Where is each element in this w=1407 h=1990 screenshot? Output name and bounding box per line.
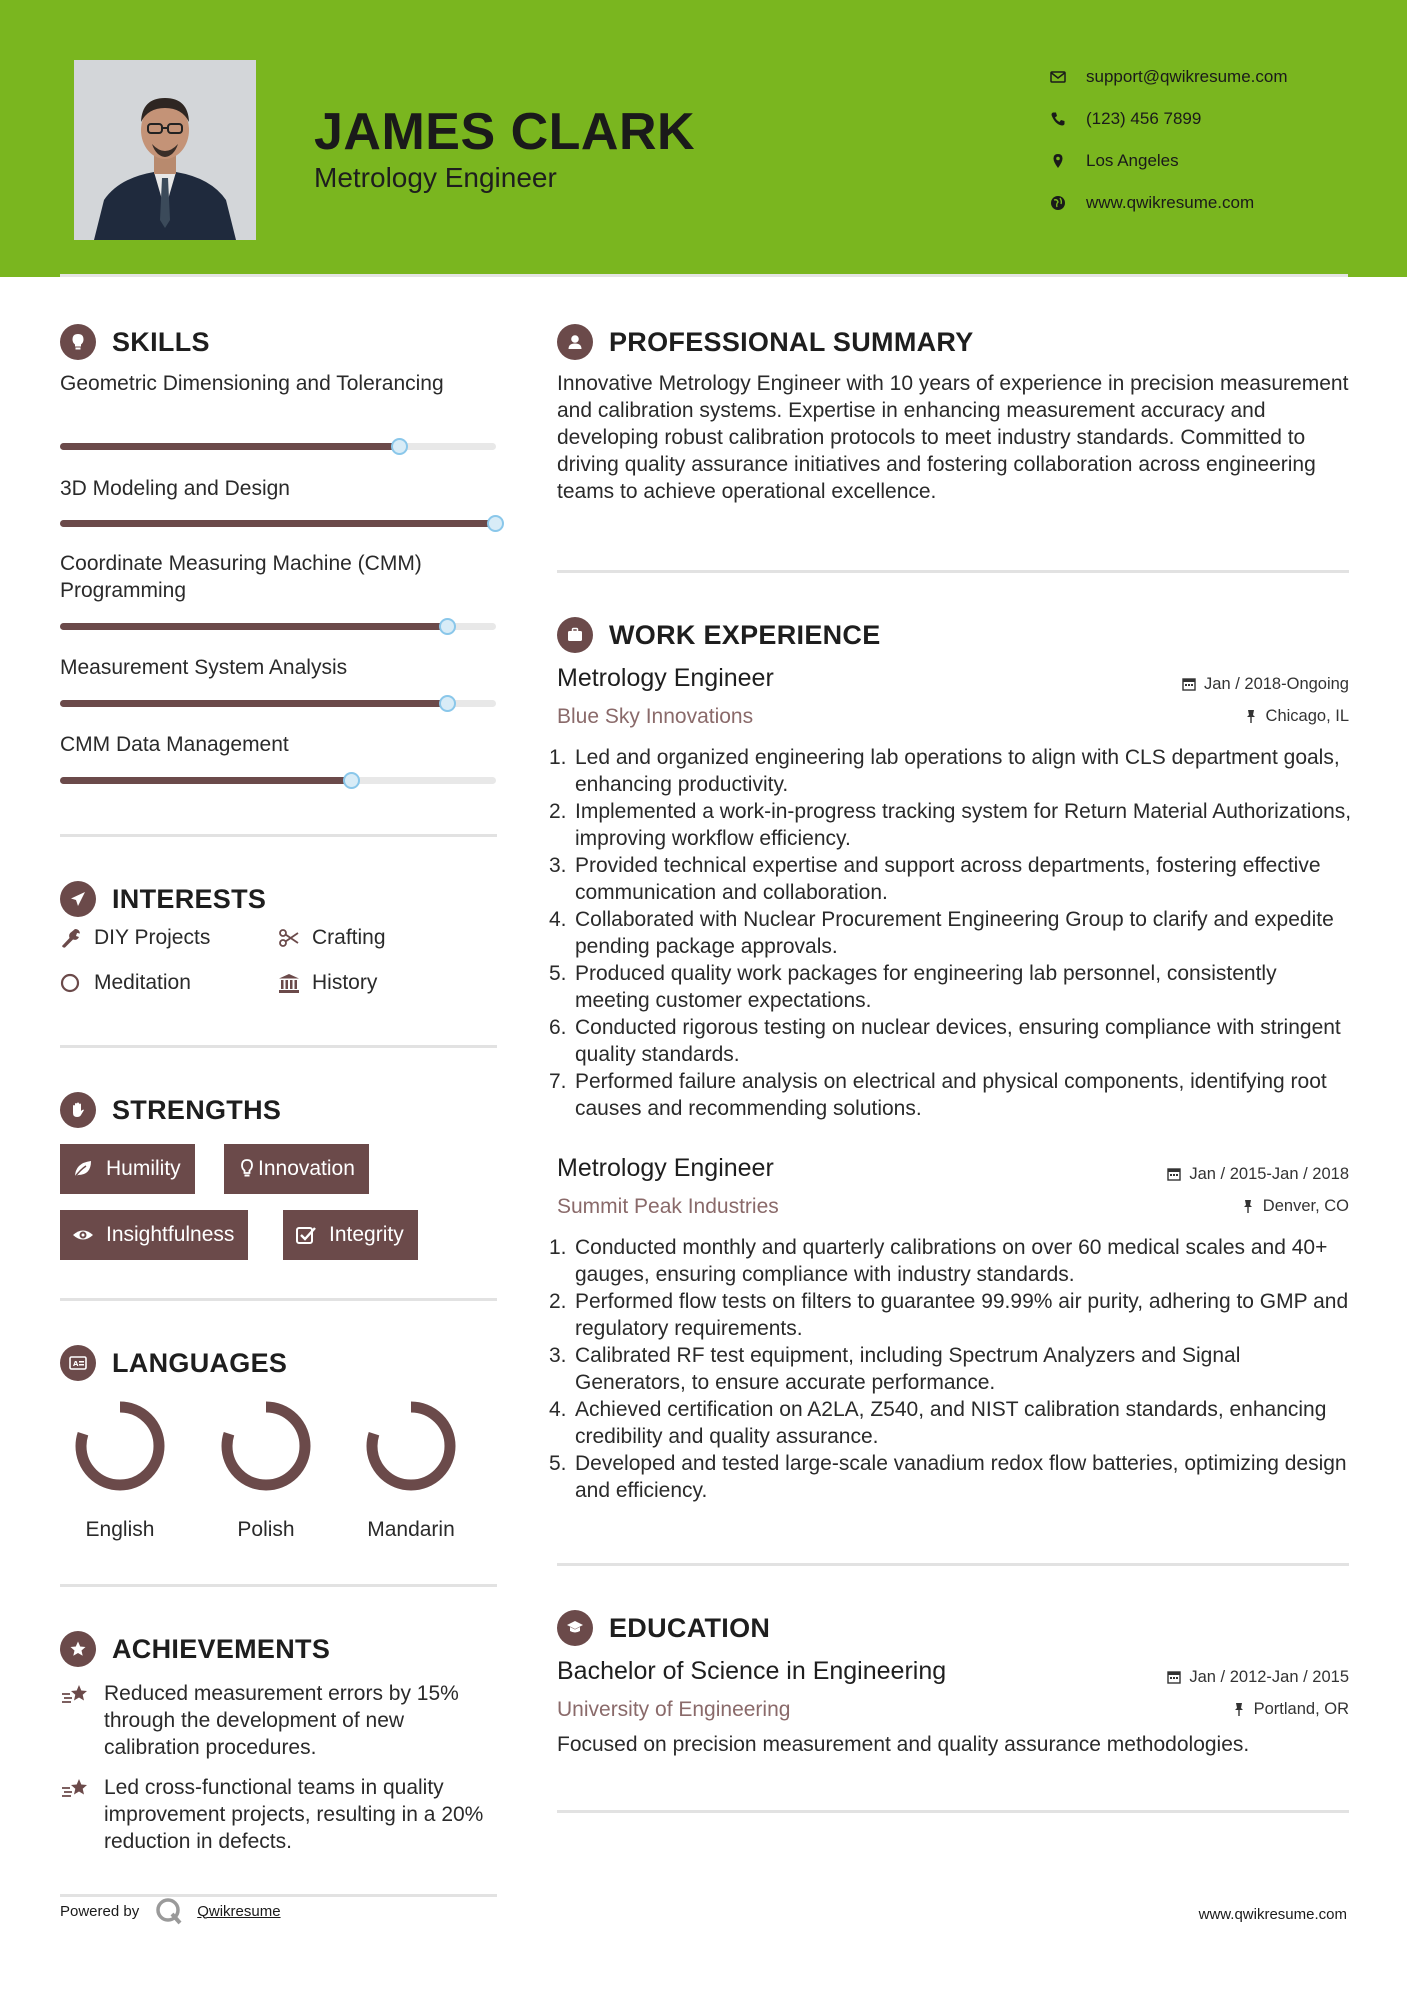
education-title: EDUCATION (609, 1612, 771, 1643)
language-ring (365, 1400, 457, 1492)
skill-knob (439, 695, 456, 712)
achievement-item (60, 1774, 500, 1855)
section-divider (557, 1563, 1349, 1566)
achievement-text: Led cross-functional teams in quality improvement projects, resulting in a 20% reduction in defects. (104, 1776, 484, 1853)
section-divider (60, 834, 497, 837)
achievements-title: ACHIEVEMENTS (112, 1633, 331, 1664)
skills-heading (60, 324, 210, 360)
contact-phone[interactable] (1050, 98, 1288, 140)
skill-item (60, 475, 496, 502)
briefcase-icon (557, 617, 593, 653)
skill-item (60, 654, 496, 681)
footer-url[interactable]: www.qwikresume.com (1198, 1906, 1347, 1923)
interest-item (60, 926, 210, 950)
job-bullets (549, 744, 1357, 1122)
skill-bar (60, 777, 496, 784)
skill-knob (343, 772, 360, 789)
strength-badge (283, 1210, 418, 1260)
job-dates: Jan / 2015-Jan / 2018 (1189, 1164, 1349, 1183)
interest-item (278, 926, 386, 950)
education-heading (557, 1610, 770, 1646)
skill-fill (60, 443, 400, 450)
paper-plane-icon (60, 881, 96, 917)
job-bullet: 2. Implemented a work-in-progress tracking system for Return Material Authorizations, improving workflow efficiency. (549, 800, 1352, 850)
job-bullet: 3. Provided technical expertise and support across departments, fostering effective communication and collaboration. (549, 854, 1321, 904)
strength-badge (224, 1144, 369, 1194)
shooting-star-icon (60, 1774, 104, 1855)
interests-heading (60, 881, 266, 917)
candidate-title: Metrology Engineer (314, 162, 557, 193)
strength-label: Humility (106, 1157, 181, 1180)
language-item (60, 1400, 180, 1542)
job-dates: Jan / 2018-Ongoing (1204, 674, 1349, 693)
job-location: Denver, CO (1262, 1196, 1349, 1215)
qwikresume-logo-icon (155, 1897, 183, 1925)
interest-label: Meditation (94, 971, 191, 994)
education-school: University of Engineering (557, 1698, 791, 1721)
strength-label: Insightfulness (106, 1223, 235, 1246)
skill-fill (60, 623, 448, 630)
language-ring (220, 1400, 312, 1492)
job-bullet: 6. Conducted rigorous testing on nuclear devices, ensuring compliance with stringent quality standards. (549, 1016, 1341, 1066)
skill-name: CMM Data Management (60, 733, 289, 756)
pushpin-icon (1232, 1702, 1246, 1716)
language-item (351, 1400, 471, 1542)
phone-icon (1050, 111, 1086, 127)
job-bullet: 5. Developed and tested large-scale vanadium redox flow batteries, optimizing design and efficiency. (549, 1452, 1347, 1502)
hand-icon (60, 1092, 96, 1128)
skill-item (60, 550, 496, 604)
job-company: Summit Peak Industries (557, 1195, 779, 1218)
interests-title: INTERESTS (112, 883, 267, 914)
strengths-heading (60, 1092, 281, 1128)
contact-location-text: Los Angeles (1086, 151, 1179, 170)
interest-label: Crafting (312, 926, 386, 949)
education-dates: Jan / 2012-Jan / 2015 (1189, 1667, 1349, 1686)
education-degree: Bachelor of Science in Engineering (557, 1657, 947, 1685)
job-role: Metrology Engineer (557, 1154, 774, 1182)
achievements-heading (60, 1631, 330, 1667)
star-badge-icon (60, 1631, 96, 1667)
map-pin-icon (1050, 153, 1086, 169)
eye-icon (72, 1224, 106, 1246)
achievement-item (60, 1680, 500, 1761)
globe-icon (1050, 195, 1086, 211)
job-company: Blue Sky Innovations (557, 705, 754, 728)
section-divider (60, 1584, 497, 1587)
bank-icon (278, 972, 312, 994)
skill-bar (60, 700, 496, 707)
skill-name: Geometric Dimensioning and Tolerancing (60, 372, 444, 395)
job-bullet: 5. Produced quality work packages for engineering lab personnel, consistently meeting customer expectations. (549, 962, 1277, 1012)
job-bullet: 4. Achieved certification on A2LA, Z540, and NIST calibration standards, enhancing credibility and quality assurance. (549, 1398, 1327, 1448)
job-bullet: 1. Conducted monthly and quarterly calibrations on over 60 medical scales and 40+ gauges, ensuring compliance with industry standards. (549, 1236, 1328, 1286)
section-divider (557, 570, 1349, 573)
contact-email[interactable] (1050, 56, 1288, 98)
interest-item (278, 971, 377, 995)
education-meta (1167, 1661, 1349, 1725)
job-entry (549, 1154, 1349, 1514)
shooting-star-icon (60, 1680, 104, 1761)
language-icon (60, 1345, 96, 1381)
leaf-icon (72, 1158, 106, 1180)
pushpin-icon (1244, 709, 1258, 723)
contact-website-text: www.qwikresume.com (1086, 193, 1255, 212)
skill-fill (60, 777, 352, 784)
powered-by-text: Powered by (60, 1902, 140, 1920)
svg-text:A: A (73, 1360, 79, 1368)
skill-fill (60, 700, 448, 707)
contact-website[interactable] (1050, 182, 1288, 224)
strength-label: Integrity (329, 1223, 404, 1246)
lightbulb-icon (236, 1158, 258, 1180)
contact-list (1050, 56, 1288, 224)
skill-bar (60, 443, 496, 450)
job-bullet: 1. Led and organized engineering lab operations to align with CLS department goals, enhancing productivity. (549, 746, 1340, 796)
skill-knob (391, 438, 408, 455)
experience-heading (557, 617, 881, 653)
education-text: Focused on precision measurement and quality assurance methodologies. (557, 1733, 1250, 1756)
contact-email-text: support@qwikresume.com (1086, 67, 1288, 86)
summary-text: Innovative Metrology Engineer with 10 years of experience in precision measurement and calibration systems. Expertise in enhancing measurement accuracy and developing robust calibration protocols to meet industry standards. Committed to driving quality assurance initiatives and fostering collaboration across engineering teams to achieve operational excellence. (557, 372, 1349, 503)
qwikresume-link[interactable]: Qwikresume (197, 1902, 281, 1920)
languages-title: LANGUAGES (112, 1347, 288, 1378)
footer-powered-by (60, 1897, 281, 1925)
job-location: Chicago, IL (1265, 706, 1349, 725)
skill-knob (439, 618, 456, 635)
skill-knob (487, 515, 504, 532)
contact-phone-text: (123) 456 7899 (1086, 109, 1202, 128)
lightbulb-icon (60, 324, 96, 360)
skill-name: Coordinate Measuring Machine (CMM) Programming (60, 552, 422, 602)
strength-label: Innovation (258, 1157, 355, 1180)
job-bullet: 4. Collaborated with Nuclear Procurement Engineering Group to clarify and expedite pending package approvals. (549, 908, 1334, 958)
skill-item (60, 370, 496, 397)
contact-location (1050, 140, 1288, 182)
strength-badge (60, 1144, 195, 1194)
section-divider (557, 1810, 1349, 1813)
skill-name: 3D Modeling and Design (60, 477, 290, 500)
summary-heading (557, 324, 974, 360)
job-bullet: 7. Performed failure analysis on electrical and physical components, identifying root causes and recommending solutions. (549, 1070, 1327, 1120)
skill-bar (60, 623, 496, 630)
calendar-icon (1182, 677, 1196, 691)
skill-item (60, 731, 496, 758)
calendar-icon (1167, 1670, 1181, 1684)
language-name: Mandarin (367, 1518, 455, 1541)
education-location: Portland, OR (1253, 1699, 1349, 1718)
language-name: English (85, 1518, 155, 1541)
language-name: Polish (237, 1518, 295, 1541)
skill-name: Measurement System Analysis (60, 656, 348, 679)
experience-title: WORK EXPERIENCE (609, 619, 881, 650)
summary-title: PROFESSIONAL SUMMARY (609, 326, 974, 357)
job-meta (1167, 1158, 1349, 1222)
skill-fill (60, 520, 496, 527)
skills-title: SKILLS (112, 326, 210, 357)
languages-heading (60, 1345, 287, 1381)
strengths-title: STRENGTHS (112, 1094, 282, 1125)
strength-badge (60, 1210, 248, 1260)
job-bullet: 3. Calibrated RF test equipment, including Spectrum Analyzers and Signal Generators, to ensure accurate performance. (549, 1344, 1241, 1394)
job-bullet: 2. Performed flow tests on filters to guarantee 99.99% air purity, adhering to GMP and regulatory requirements. (549, 1290, 1349, 1340)
candidate-name: JAMES CLARK (314, 103, 696, 161)
language-item (206, 1400, 326, 1542)
interest-item (60, 971, 191, 995)
pushpin-icon (1241, 1199, 1255, 1213)
job-meta (1182, 668, 1349, 732)
job-entry (549, 664, 1352, 1124)
interest-label: History (312, 971, 378, 994)
language-ring (74, 1400, 166, 1492)
skill-bar (60, 520, 496, 527)
wrench-icon (60, 927, 94, 949)
education-entry (557, 1657, 1349, 1757)
interest-label: DIY Projects (94, 926, 211, 949)
user-icon (557, 324, 593, 360)
circle-icon (60, 972, 94, 994)
section-divider (60, 1298, 497, 1301)
envelope-icon (1050, 69, 1086, 85)
achievement-text: Reduced measurement errors by 15% through the development of new calibration procedures. (104, 1682, 459, 1759)
job-role: Metrology Engineer (557, 664, 774, 692)
check-square-icon (295, 1224, 329, 1246)
profile-photo (74, 60, 256, 240)
section-divider (60, 1045, 497, 1048)
header-divider (60, 274, 1348, 277)
graduate-icon (557, 1610, 593, 1646)
job-bullets (549, 1234, 1357, 1504)
calendar-icon (1167, 1167, 1181, 1181)
scissors-icon (278, 927, 312, 949)
